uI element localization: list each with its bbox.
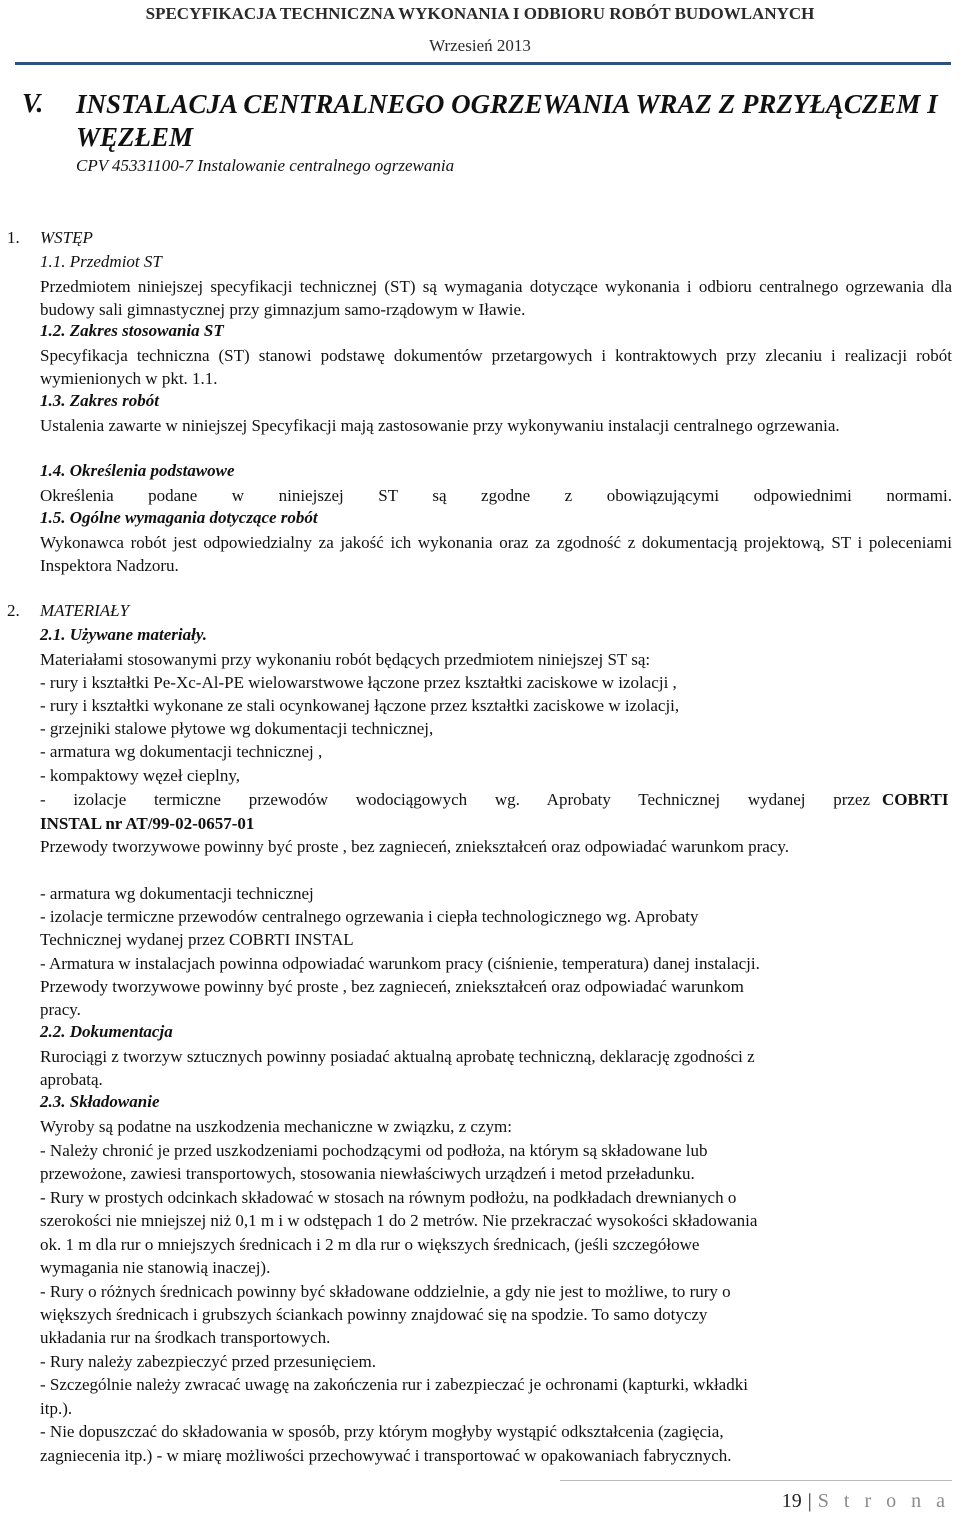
storage-line-15: zagniecenia itp.) - w miarę możliwości przechowywać i transportować w opakowaniach fabrycznych. (40, 1446, 732, 1465)
documentation-text: Rurociągi z tworzyw sztucznych powinny posiadać aktualną aprobatę techniczną, deklarację zgodności z (40, 1047, 755, 1066)
paragraph-1-2: Specyfikacja techniczna (ST) stanowi podstawę dokumentów przetargowych i kontraktowych przy zlecaniu i realizacji robót wymienionych w pkt. 1.1. (40, 346, 952, 389)
paragraph-1-4: Określenia podane w niniejszej ST są zgodne z obowiązującymi odpowiednimi normami. (40, 486, 952, 505)
chapter-1-number: 1. (7, 228, 20, 247)
materials-item-4: - armatura wg dokumentacji technicznej , (40, 742, 323, 761)
page-number: 19 (781, 1490, 802, 1512)
storage-line-11: - Rury należy zabezpieczyć przed przesunięciem. (40, 1352, 377, 1371)
materials-intro: Materiałami stosowanymi przy wykonaniu robót będących przedmiotem niniejszej ST są: (40, 650, 651, 669)
materials-item-7: - armatura wg dokumentacji technicznej (40, 884, 314, 903)
heading-2-1: 2.1. Używane materiały. (40, 625, 207, 644)
materials-item-3: - grzejniki stalowe płytowe wg dokumentacji technicznej, (40, 719, 434, 738)
storage-line-4: - Rury w prostych odcinkach składować w stosach na równym podłożu, na podkładach drewnianych o (40, 1188, 737, 1207)
section-title-text: INSTALACJA CENTRALNEGO OGRZEWANIA WRAZ Z PRZYŁĄCZEM I WĘZŁEM (76, 89, 938, 152)
heading-1-1: 1.1. Przedmiot ST (40, 252, 162, 271)
paragraph-1-1: Przedmiotem niniejszej specyfikacji technicznej (ST) są wymagania dotyczące wykonania i odbioru centralnego ogrzewania dla budowy sali gimnastycznej przy gimnazjum samo-rządowym w Iławie. (40, 277, 952, 320)
materials-note: Przewody tworzywowe powinny być proste , bez zagnieceń, zniekształceń oraz odpowiadać warunkom pracy. (40, 837, 789, 856)
footer-divider (560, 1480, 952, 1481)
heading-2-3: 2.3. Składowanie (40, 1092, 160, 1111)
materials-note-2-cont: pracy. (40, 1000, 81, 1019)
paragraph-1-3: Ustalenia zawarte w niniejszej Specyfikacji mają zastosowanie przy wykonywaniu instalacji centralnego ogrzewania. (40, 416, 840, 435)
section-number: V. (22, 88, 44, 118)
page-footer (782, 1490, 950, 1513)
cpv-code: CPV 45331100-7 Instalowanie centralnego ogrzewania (76, 156, 455, 175)
approval-number: INSTAL nr AT/99-02-0657-01 (40, 814, 255, 833)
materials-item-1: - rury i kształtki Pe-Xc-Al-PE wielowarstwowe łączone przez kształtki zaciskowe w izolacji , (40, 673, 677, 692)
document-header-title: SPECYFIKACJA TECHNICZNA WYKONANIA I ODBIORU ROBÓT BUDOWLANYCH (145, 4, 815, 23)
storage-line-10: układania rur na środkach transportowych. (40, 1328, 331, 1347)
documentation-text-cont: aprobatą. (40, 1070, 103, 1089)
section-title (22, 88, 942, 158)
storage-line-5: szerokości nie mniejszej niż 0,1 m i w odstępach 1 do 2 metrów. Nie przekraczać wysokości składowania (40, 1211, 758, 1230)
header-divider (15, 62, 951, 65)
document-header-date: Wrzesień 2013 (429, 36, 531, 55)
storage-line-12: - Szczególnie należy zwracać uwagę na zakończenia rur i zabezpieczać je ochronami (kapturki, wkładki (40, 1375, 748, 1394)
materials-item-2: - rury i kształtki wykonane ze stali ocynkowanej łączone przez kształtki zaciskowe w izolacji, (40, 696, 680, 715)
page-label: S t r o n a (817, 1490, 950, 1512)
materials-item-5: - kompaktowy węzeł cieplny, (40, 766, 240, 785)
materials-note-2: Przewody tworzywowe powinny być proste , bez zagnieceń, zniekształceń oraz odpowiadać warunkom (40, 977, 744, 996)
paragraph-1-5: Wykonawca robót jest odpowiedzialny za jakość ich wykonania oraz za zgodność z dokumentacją projektową, ST i poleceniami Inspektora Nadzoru. (40, 533, 952, 576)
materials-item-6: - izolacje termiczne przewodów wodociągowych wg. Aprobaty Technicznej wydanej przez (40, 790, 870, 809)
storage-line-6: ok. 1 m dla rur o mniejszych średnicach i 2 m dla rur o większych średnicach, (jeśli szczegółowe (40, 1235, 700, 1254)
storage-line-9: większych średnicach i grubszych ściankach powinny znajdować się na spodzie. To samo dotyczy (40, 1305, 708, 1324)
storage-line-3: przewożone, zawiesi transportowych, stosowania niewłaściwych urządzeń i metod przeładunku. (40, 1164, 695, 1183)
storage-line-14: - Nie dopuszczać do składowania w sposób, przy którym mogłyby wystąpić odkształcenia (zagięcia, (40, 1422, 724, 1441)
materials-item-8-cont: Technicznej wydanej przez COBRTI INSTAL (40, 930, 354, 949)
chapter-2-title: MATERIAŁY (40, 601, 130, 620)
heading-2-2: 2.2. Dokumentacja (40, 1022, 173, 1041)
heading-1-2: 1.2. Zakres stosowania ST (40, 321, 224, 340)
chapter-2-number: 2. (7, 601, 20, 620)
materials-item-8: - izolacje termiczne przewodów centralnego ogrzewania i ciepła technologicznego wg. Aprobaty (40, 907, 699, 926)
storage-line-1: Wyroby są podatne na uszkodzenia mechaniczne w związku, z czym: (40, 1117, 512, 1136)
heading-1-5: 1.5. Ogólne wymagania dotyczące robót (40, 508, 318, 527)
storage-line-13: itp.). (40, 1399, 73, 1418)
heading-1-4: 1.4. Określenia podstawowe (40, 461, 235, 480)
storage-line-2: - Należy chronić je przed uszkodzeniami pochodzącymi od podłoża, na którym są składowane lub (40, 1141, 708, 1160)
storage-line-7: wymagania nie stanowią inaczej). (40, 1258, 271, 1277)
chapter-1-title: WSTĘP (40, 228, 93, 247)
materials-item-6-cobrti: COBRTI (882, 790, 949, 809)
footer-separator: | (807, 1490, 812, 1512)
heading-1-3: 1.3. Zakres robót (40, 391, 159, 410)
storage-line-8: - Rury o różnych średnicach powinny być składowane oddzielnie, a gdy nie jest to możliwe, to rury o (40, 1282, 731, 1301)
materials-item-9: - Armatura w instalacjach powinna odpowiadać warunkom pracy (ciśnienie, temperatura) danej instalacji. (40, 954, 760, 973)
